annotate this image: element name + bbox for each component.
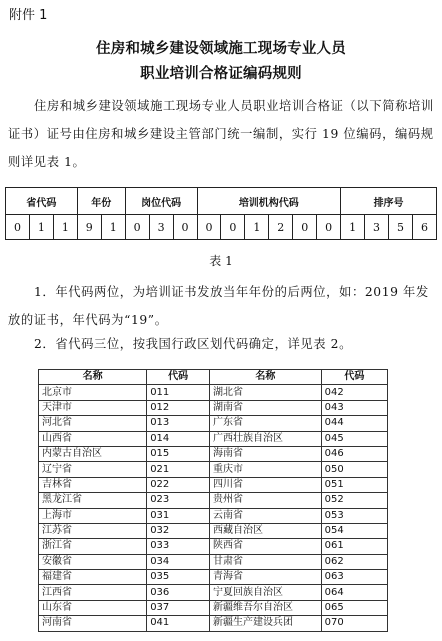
province-code: 022 [147, 477, 210, 492]
rule-1-paragraph: 1．年代码两位，为培训证书发放当年年份的后两位，如：2019 年发放的证书，年代码为“19”。 [8, 285, 429, 327]
province-name: 贵州省 [210, 493, 322, 508]
document-title-line-2: 职业培训合格证编码规则 [140, 66, 302, 82]
province-code: 070 [321, 616, 387, 631]
province-code: 041 [147, 616, 210, 631]
province-row [39, 508, 388, 523]
province-name: 重庆市 [210, 462, 322, 477]
province-code: 015 [147, 446, 210, 461]
province-code: 043 [321, 400, 387, 415]
header-year: 年份 [77, 188, 125, 215]
code-digit: 9 [77, 215, 101, 240]
province-name: 吉林省 [39, 477, 147, 492]
province-name: 天津市 [39, 400, 147, 415]
province-code: 051 [321, 477, 387, 492]
code-digit: 0 [293, 215, 317, 240]
province-row [39, 446, 388, 461]
province-name: 江西省 [39, 585, 147, 600]
code-digit: 0 [125, 215, 149, 240]
province-name: 福建省 [39, 570, 147, 585]
province-code: 031 [147, 508, 210, 523]
province-code: 063 [321, 570, 387, 585]
province-name: 江苏省 [39, 523, 147, 538]
code-digit: 6 [412, 215, 436, 240]
province-row [39, 462, 388, 477]
code-digit: 3 [149, 215, 173, 240]
header-name-right: 名称 [210, 370, 322, 385]
province-row [39, 400, 388, 415]
province-row [39, 416, 388, 431]
province-row [39, 570, 388, 585]
province-name: 上海市 [39, 508, 147, 523]
province-code: 050 [321, 462, 387, 477]
header-province-code: 省代码 [6, 188, 78, 215]
province-code: 012 [147, 400, 210, 415]
province-name: 浙江省 [39, 539, 147, 554]
province-code: 065 [321, 600, 387, 615]
province-table-header-row [39, 370, 388, 385]
province-code: 013 [147, 416, 210, 431]
code-digit: 0 [6, 215, 30, 240]
attachment-label: 附件 1 [9, 8, 48, 23]
province-code: 037 [147, 600, 210, 615]
province-code: 052 [321, 493, 387, 508]
code-digit: 0 [317, 215, 341, 240]
province-row [39, 523, 388, 538]
province-name: 云南省 [210, 508, 322, 523]
province-row [39, 616, 388, 631]
province-name: 北京市 [39, 385, 147, 400]
province-name: 河北省 [39, 416, 147, 431]
province-code: 023 [147, 493, 210, 508]
code-digit: 2 [269, 215, 293, 240]
province-row [39, 431, 388, 446]
table-1-caption: 表 1 [209, 254, 233, 268]
province-name: 海南省 [210, 446, 322, 461]
province-code: 034 [147, 554, 210, 569]
province-name: 青海省 [210, 570, 322, 585]
province-code: 045 [321, 431, 387, 446]
province-name: 宁夏回族自治区 [210, 585, 322, 600]
province-name: 新疆生产建设兵团 [210, 616, 322, 631]
province-code: 032 [147, 523, 210, 538]
header-code-right: 代码 [321, 370, 387, 385]
province-row [39, 554, 388, 569]
province-name: 河南省 [39, 616, 147, 631]
province-name: 山西省 [39, 431, 147, 446]
province-name: 甘肃省 [210, 554, 322, 569]
province-row [39, 385, 388, 400]
province-name: 新疆维吾尔自治区 [210, 600, 322, 615]
province-code: 036 [147, 585, 210, 600]
province-row [39, 600, 388, 615]
province-row [39, 539, 388, 554]
province-code: 054 [321, 523, 387, 538]
header-name-left: 名称 [39, 370, 147, 385]
province-name: 西藏自治区 [210, 523, 322, 538]
province-name: 山东省 [39, 600, 147, 615]
code-digit: 0 [197, 215, 221, 240]
code-digit: 1 [53, 215, 77, 240]
code-digit: 1 [341, 215, 365, 240]
province-code: 044 [321, 416, 387, 431]
header-sequence-number: 排序号 [341, 188, 437, 215]
province-name: 黑龙江省 [39, 493, 147, 508]
province-name: 湖北省 [210, 385, 322, 400]
code-digit: 1 [245, 215, 269, 240]
header-institution-code: 培训机构代码 [197, 188, 341, 215]
province-name: 安徽省 [39, 554, 147, 569]
province-name: 湖南省 [210, 400, 322, 415]
header-code-left: 代码 [147, 370, 210, 385]
code-digit: 1 [101, 215, 125, 240]
province-code-table [38, 369, 388, 632]
province-code: 021 [147, 462, 210, 477]
province-name: 陕西省 [210, 539, 322, 554]
code-digit: 1 [29, 215, 53, 240]
province-name: 四川省 [210, 477, 322, 492]
intro-paragraph: 住房和城乡建设领域施工现场专业人员职业培训合格证（以下简称培训证书）证号由住房和城乡建设主管部门统一编制，实行 19 位编码，编码规则详见表 1。 [8, 99, 434, 169]
code-digit: 0 [221, 215, 245, 240]
province-code: 061 [321, 539, 387, 554]
province-code: 033 [147, 539, 210, 554]
code-structure-table [5, 187, 437, 240]
province-code: 053 [321, 508, 387, 523]
province-name: 广东省 [210, 416, 322, 431]
code-digit: 0 [173, 215, 197, 240]
rule-2-paragraph: 2．省代码三位，按我国行政区划代码确定，详见表 2。 [34, 337, 352, 351]
document-title-line-1: 住房和城乡建设领域施工现场专业人员 [96, 41, 346, 57]
province-name: 内蒙古自治区 [39, 446, 147, 461]
province-code: 062 [321, 554, 387, 569]
header-position-code: 岗位代码 [125, 188, 197, 215]
province-name: 广西壮族自治区 [210, 431, 322, 446]
code-digit: 3 [365, 215, 389, 240]
province-row [39, 493, 388, 508]
province-row [39, 585, 388, 600]
province-code: 014 [147, 431, 210, 446]
province-code: 035 [147, 570, 210, 585]
province-code: 064 [321, 585, 387, 600]
code-table-digit-row [6, 215, 437, 240]
province-code: 042 [321, 385, 387, 400]
province-code: 046 [321, 446, 387, 461]
province-code: 011 [147, 385, 210, 400]
province-name: 辽宁省 [39, 462, 147, 477]
code-digit: 5 [389, 215, 413, 240]
province-row [39, 477, 388, 492]
code-table-header-row [6, 188, 437, 215]
